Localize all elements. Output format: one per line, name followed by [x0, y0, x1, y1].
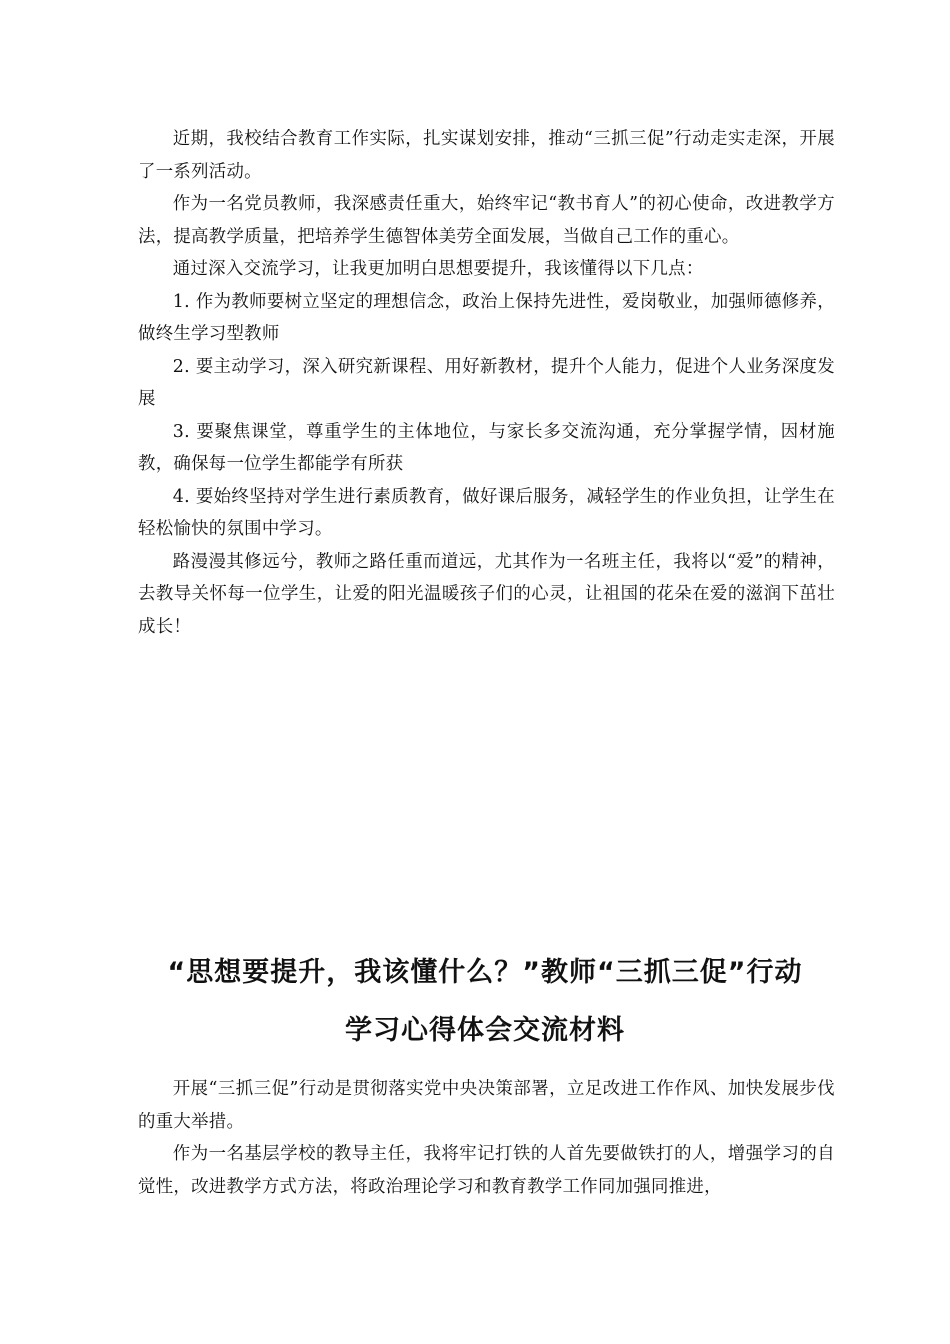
- essay-body-2: [138, 1073, 835, 1203]
- article-title: [110, 944, 860, 1060]
- list-item-4: 4. 要始终坚持对学生进行素质教育，做好课后服务，减轻学生的作业负担，让学生在轻松愉快的氛围中学习。: [138, 486, 835, 539]
- article-title-line-2: 学习心得体会交流材料: [345, 1015, 625, 1046]
- essay-body-1: [138, 123, 835, 643]
- article-title-line-1: “思想要提升，我该懂什么？”教师“三抓三促”行动: [167, 957, 803, 988]
- paragraph-conclusion: 路漫漫其修远兮，教师之路任重而道远，尤其作为一名班主任，我将以“爱”的精神，去教导关怀每一位学生，让爱的阳光温暖孩子们的心灵，让祖国的花朵在爱的滋润下茁壮成长！: [138, 551, 835, 637]
- paragraph-action-intro: 开展“三抓三促”行动是贯彻落实党中央决策部署，立足改进工作作风、加快发展步伐的重大举措。: [138, 1079, 835, 1132]
- paragraph-responsibility: 作为一名党员教师，我深感责任重大，始终牢记“教书育人”的初心使命，改进教学方法，提高教学质量，把培养学生德智体美劳全面发展，当做自己工作的重心。: [138, 194, 835, 247]
- paragraph-role: 作为一名基层学校的教导主任，我将牢记打铁的人首先要做铁打的人，增强学习的自觉性，改进教学方式方法，将政治理论学习和教育教学工作同加强同推进，: [138, 1144, 835, 1197]
- list-item-3: 3. 要聚焦课堂，尊重学生的主体地位，与家长多交流沟通，充分掌握学情，因材施教，确保每一位学生都能学有所获: [138, 421, 835, 474]
- paragraph-learning: 通过深入交流学习，让我更加明白思想要提升，我该懂得以下几点：: [172, 259, 704, 279]
- list-item-1: 1. 作为教师要树立坚定的理想信念，政治上保持先进性，爱岗敬业，加强师德修养，做终生学习型教师: [138, 291, 835, 344]
- paragraph-intro: 近期，我校结合教育工作实际，扎实谋划安排，推动“三抓三促”行动走实走深，开展了一系列活动。: [138, 129, 835, 182]
- list-item-2: 2. 要主动学习，深入研究新课程、用好新教材，提升个人能力，促进个人业务深度发展: [138, 356, 835, 409]
